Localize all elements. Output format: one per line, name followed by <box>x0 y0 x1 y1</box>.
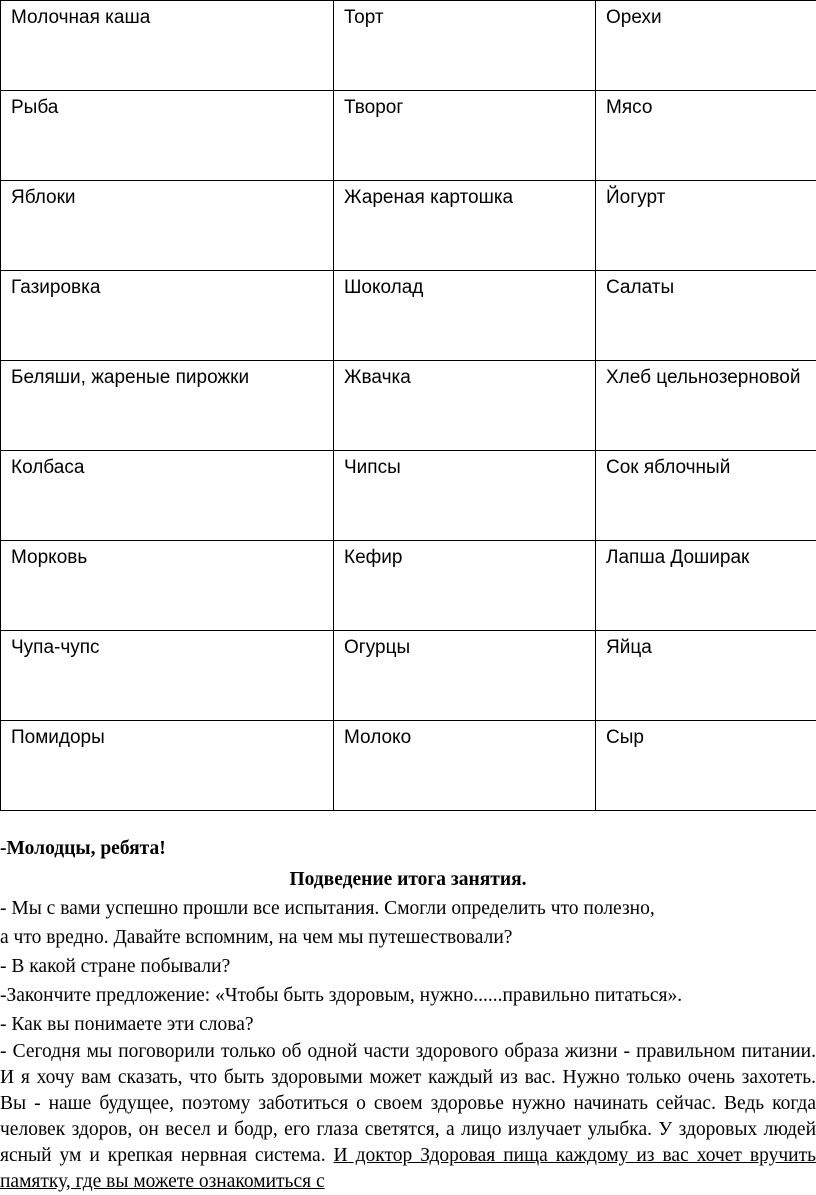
text-line: - В какой стране побывали? <box>0 952 816 981</box>
document-text <box>0 830 816 1195</box>
table-cell: Салаты <box>596 271 816 361</box>
table-cell: Кефир <box>334 541 596 631</box>
table-cell: Мясо <box>596 91 816 181</box>
table-cell: Яйца <box>596 631 816 721</box>
table-cell: Сыр <box>596 721 816 811</box>
table-cell: Шоколад <box>334 271 596 361</box>
table-row <box>1 271 816 361</box>
table-cell: Жвачка <box>334 361 596 451</box>
table-row <box>1 541 816 631</box>
table-cell: Чипсы <box>334 451 596 541</box>
section-heading: Подведение итога занятия. <box>0 865 816 894</box>
table-cell: Торт <box>334 1 596 91</box>
table-cell: Беляши, жареные пирожки <box>1 361 334 451</box>
text-line: - Как вы понимаете эти слова? <box>0 1010 816 1039</box>
table-cell: Хлеб цельнозерновой <box>596 361 816 451</box>
text-line: -Закончите предложение: «Чтобы быть здоровым, нужно......правильно питаться». <box>0 981 816 1010</box>
table-cell: Молоко <box>334 721 596 811</box>
table-cell: Огурцы <box>334 631 596 721</box>
table-cell: Молочная каша <box>1 1 334 91</box>
table-row <box>1 181 816 271</box>
table-cell: Орехи <box>596 1 816 91</box>
text-line: - Мы с вами успешно прошли все испытания. Смогли определить что полезно, <box>0 894 816 923</box>
table-cell: Яблоки <box>1 181 334 271</box>
table-cell: Чупа-чупс <box>1 631 334 721</box>
main-paragraph <box>0 1039 816 1195</box>
table-cell: Морковь <box>1 541 334 631</box>
text-line: а что вредно. Давайте вспомним, на чем мы путешествовали? <box>0 923 816 952</box>
table-cell: Творог <box>334 91 596 181</box>
table-cell: Помидоры <box>1 721 334 811</box>
table-row <box>1 451 816 541</box>
table-cell: Сок яблочный <box>596 451 816 541</box>
intro-line: -Молодцы, ребята! <box>0 834 816 863</box>
table-row <box>1 1 816 91</box>
table-row <box>1 91 816 181</box>
paragraph-text: - Сегодня мы поговорили только об одной части здорового образа жизни - правильном питании. И я хочу вам сказать, что быть здоровыми может каждый из вас. Нужно только очень захотеть. Вы - наше будущее, поэтому заботиться о своем здоровье нужно начинать сейчас. Ведь когда человек здоров, он весел и бодр, его глаза светятся, а лицо излучает улыбка. У здоровых людей ясный ум и крепкая нервная система. <box>0 1041 816 1166</box>
table-cell: Колбаса <box>1 451 334 541</box>
table-cell: Лапша Доширак <box>596 541 816 631</box>
table-cell: Газировка <box>1 271 334 361</box>
table-cell: Жареная картошка <box>334 181 596 271</box>
table-cell: Рыба <box>1 91 334 181</box>
table-cell: Йогурт <box>596 181 816 271</box>
table-row <box>1 721 816 811</box>
table-row <box>1 361 816 451</box>
underlined-text: И доктор Здоровая пища каждому из вас хочет вручить памятку, где вы можете ознакомиться с <box>0 1145 816 1192</box>
table-row <box>1 631 816 721</box>
